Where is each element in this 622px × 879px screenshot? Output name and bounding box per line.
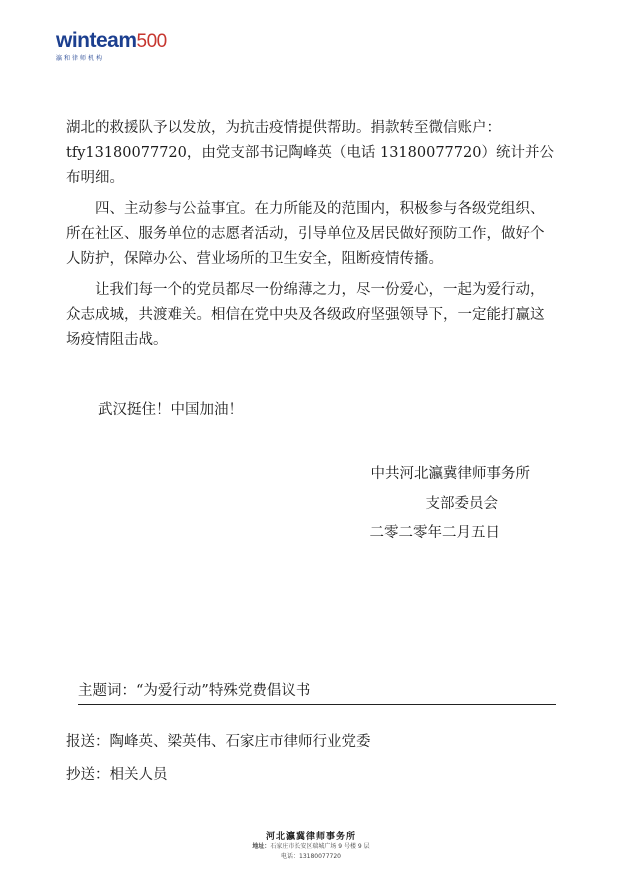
logo-win: win (56, 29, 90, 52)
report-to: 报送：陶峰英、梁英伟、石家庄市律师行业党委 (66, 734, 371, 750)
logo-500: 500 (136, 31, 167, 52)
footer-address (0, 841, 622, 850)
paragraph-public-welfare: 四、主动参与公益事宜。在力所能及的范围内，积极参与各级党组织、所在社区、服务单位的志愿者活动，引导单位及居民做好预防工作，做好个人防护，保障办公、营业场所的卫生安全，阻断疫情传播。 (66, 201, 545, 267)
firm-logo (56, 30, 167, 62)
letter-body (66, 116, 556, 359)
logo-wordmark (56, 30, 167, 53)
slogan: 武汉挺住！中国加油！ (98, 402, 243, 418)
footer-firm-name: 河北瀛冀律师事务所 (265, 832, 356, 842)
paragraph-call-to-action: 让我们每一个的党员都尽一份绵薄之力，尽一份爱心，一起为爱行动，众志成城，共渡难关。相信在党中央及各级政府坚强领导下，一定能打赢这场疫情阻击战。 (66, 282, 545, 348)
logo-subtitle: 瀛和律师机构 (56, 55, 105, 62)
signature-date: 二零二零年二月五日 (369, 525, 500, 541)
paragraph-donation: 湖北的救援队予以发放，为抗击疫情提供帮助。捐款转至微信账户：tfy13180077720，由党支部书记陶峰英（电话 13180077720）统计并公布明细。 (66, 120, 554, 186)
footer-address-label: 地址： (252, 843, 271, 850)
footer-address-text: 石家庄市长安区瑞城广场 9 号楼 9 层 (270, 843, 370, 850)
subject-keywords: 主题词：“为爱行动”特殊党费倡议书 (78, 680, 556, 705)
logo-team: team (89, 29, 137, 52)
copy-to: 抄送：相关人员 (66, 767, 168, 783)
footer-phone: 电话：13180077720 (281, 853, 341, 860)
signature-committee: 支部委员会 (425, 496, 498, 512)
signature-org: 中共河北瀛冀律师事务所 (370, 466, 530, 482)
